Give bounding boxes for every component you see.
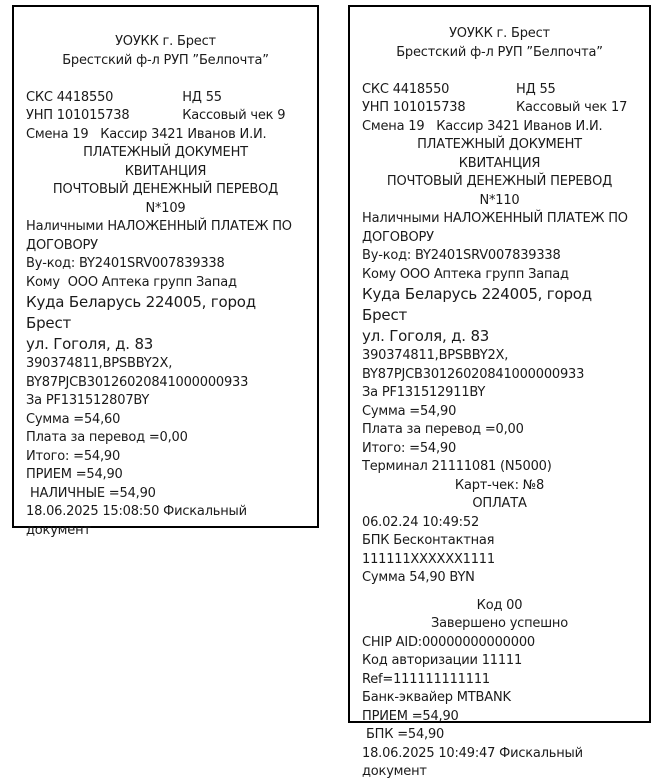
receipt-line: Сумма 54,90 BYN [362,570,475,585]
receipt-line-cols [362,81,637,100]
receipt-line: Наличными НАЛОЖЕННЫЙ ПЛАТЕЖ ПО ДОГОВОРУ [26,219,296,253]
receipt-line-cols [26,107,305,126]
receipt-line: Плата за перевод =0,00 [362,422,524,437]
receipt-line: N*110 [479,192,520,208]
receipt-line: 18.06.2025 15:08:50 Фискальный документ [26,504,251,538]
receipt-line-cols [362,99,637,118]
receipt-line: ПОЧТОВЫЙ ДЕНЕЖНЫЙ ПЕРЕВОД [52,182,279,197]
receipt-line: Плата за перевод =0,00 [26,430,188,445]
receipt-col-right: НД 55 [182,89,222,105]
receipt-line: ул. Гоголя, д. 83 [26,335,154,353]
receipt-col-right: Кассовый чек 9 [182,108,286,123]
receipt-blank-line [362,62,637,81]
receipt-col-right: Кассовый чек 17 [516,100,628,115]
receipt-line: Код авторизации 11111 [362,653,523,668]
receipt-col-left: СКС 4418550 [362,81,450,97]
receipt-line: Куда Беларусь 224005, город Брест [26,293,261,332]
receipt-line: BY87PJCB30126020841000000933 [26,374,249,390]
receipt-line: Брестский ф-л РУП ”Белпочта” [396,44,603,60]
receipt-line: Итого: =54,90 [362,440,457,456]
receipt-line: БПК =54,90 [362,727,445,742]
receipt-line: Карт-чек: №8 [454,477,545,493]
receipt-line: ПЛАТЕЖНЫЙ ДОКУМЕНТ [83,145,248,160]
receipt-line: 18.06.2025 10:49:47 Фискальный документ [362,745,587,779]
receipt-line: N*109 [145,200,186,216]
receipt-line: ПОЧТОВЫЙ ДЕНЕЖНЫЙ ПЕРЕВОД [386,174,613,189]
receipt-line: Завершено успешно [431,616,568,631]
receipt-line: Терминал 21111081 (N5000) [362,459,552,474]
receipt-line: Сумма =54,90 [362,403,457,419]
receipt-line: Смена 19 Кассир 3421 Иванов И.И. [362,118,603,134]
receipt-line: Ву-код: BY2401SRV007839338 [26,256,225,271]
receipt-line: Куда Беларусь 224005, город Брест [362,285,597,324]
receipt-line: ул. Гоголя, д. 83 [362,327,490,345]
receipt-line: Банк-эквайер MTBANK [362,690,511,705]
receipt-line: Ву-код: BY2401SRV007839338 [362,248,561,263]
receipt-right [348,5,651,779]
receipt-line: УОУКК г. Брест [449,26,550,41]
receipt-line: За PF131512911BY [362,385,486,400]
receipt-line-cols [26,89,305,108]
receipt-line: ПРИЕМ =54,90 [26,467,123,482]
receipt-line: Наличными НАЛОЖЕННЫЙ ПЛАТЕЖ ПО ДОГОВОРУ [362,211,632,245]
receipt-line: КВИТАНЦИЯ [124,163,207,179]
receipt-line: 390374811,BPSBBY2X, [26,356,173,371]
receipt-line: Смена 19 Кассир 3421 Иванов И.И. [26,126,267,142]
receipt-line: Кому ООО Аптека групп Запад [362,266,569,282]
receipt-line: Брестский ф-л РУП ”Белпочта” [62,52,269,68]
receipt-left-body [26,33,305,540]
receipt-line: 06.02.24 10:49:52 [362,514,480,530]
receipt-right-body [362,25,637,782]
receipt-left [12,5,319,538]
receipt-line: За PF131512807BY [26,393,150,408]
receipt-col-left: УНП 101015738 [362,100,466,115]
receipt-line: CHIP AID:00000000000000 [362,634,535,650]
receipt-col-left: УНП 101015738 [26,108,130,123]
receipt-line: ПРИЕМ =54,90 [362,708,459,724]
receipt-line: НАЛИЧНЫЕ =54,90 [26,485,156,501]
receipt-line: ПЛАТЕЖНЫЙ ДОКУМЕНТ [417,137,582,152]
receipt-line: 390374811,BPSBBY2X, [362,348,509,363]
receipt-line: БПК Бесконтактная [362,533,495,548]
receipt-line: Итого: =54,90 [26,448,121,464]
receipt-line: 111111XXXXXX1111 [362,551,495,567]
receipt-line: BY87PJCB30126020841000000933 [362,366,585,382]
receipt-spacer-line [362,588,637,597]
receipt-line: Ref=111111111111 [362,671,490,687]
receipt-line: Код 00 [476,597,523,613]
receipt-line: КВИТАНЦИЯ [458,155,541,171]
receipt-line: УОУКК г. Брест [115,34,216,49]
receipt-line: Кому ООО Аптека групп Запад [26,274,237,290]
receipt-blank-line [26,70,305,89]
receipt-col-left: СКС 4418550 [26,89,114,105]
receipt-col-right: НД 55 [516,81,556,97]
receipt-line: Сумма =54,60 [26,411,121,427]
receipt-line: ОПЛАТА [472,496,527,511]
